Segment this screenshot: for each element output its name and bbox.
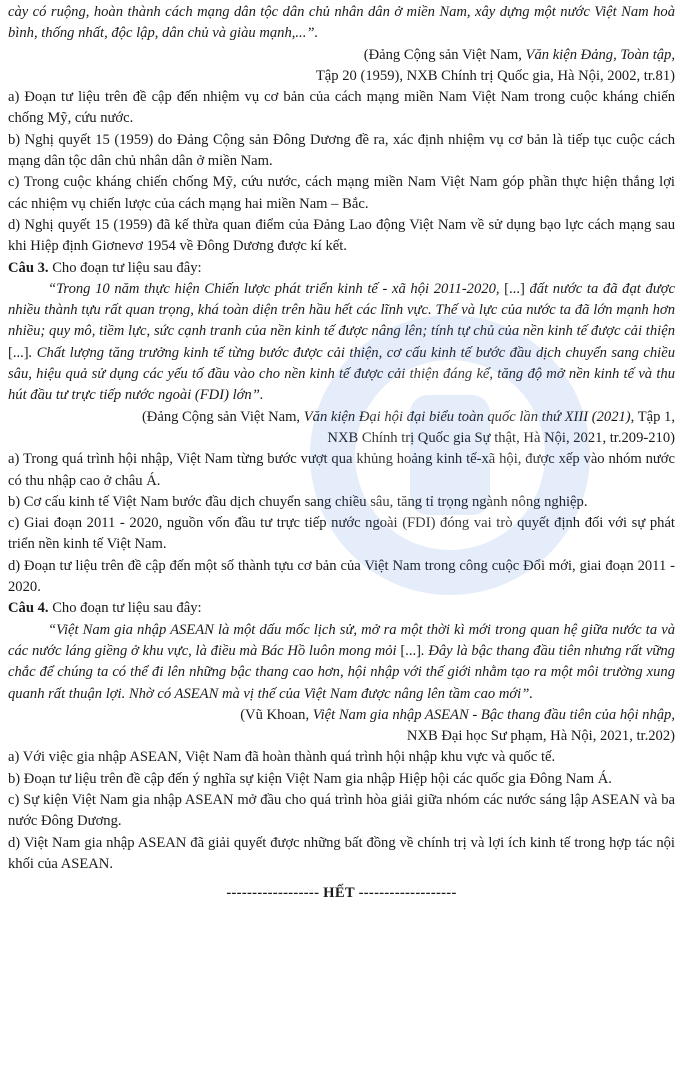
q4-source-prefix: (Vũ Khoan, bbox=[240, 706, 313, 723]
intro-source-prefix: (Đảng Cộng sản Việt Nam, bbox=[363, 46, 526, 63]
q4-quote bbox=[8, 620, 675, 705]
question-3 bbox=[8, 258, 675, 599]
q4-option-d: d) Việt Nam gia nhập ASEAN đã giải quyết được những bất đồng về chính trị và lợi ích kinh tế trong hợp tác nội khối của ASEAN. bbox=[8, 834, 675, 872]
q4-quote-part-c: . Đây là bậc thang đầu tiên nhưng rất vững chắc để chúng ta có thể đi lên những bậc thang cao hơn, hội nhập với thế giới nhằm tạo ra một môi trường xung quanh rất thuận lợi. Nhờ có ASEAN mà vị thế của Việt Nam được nâng lên tầm cao mới”. bbox=[8, 642, 675, 702]
q3-option-a: a) Trong quá trình hội nhập, Việt Nam từng bước vượt qua khủng hoảng kinh tế-xã hội, được xếp vào nhóm nước có thu nhập cao ở châu Á. bbox=[8, 451, 675, 489]
q4-option-a: a) Với việc gia nhập ASEAN, Việt Nam đã hoàn thành quá trình hội nhập khu vực và quốc tế. bbox=[8, 749, 556, 766]
q3-source-rest: NXB Chính trị Quốc gia Sự thật, Hà Nội, 2021, tr.209-210) bbox=[327, 429, 675, 446]
q3-quote-part-a: “Trong 10 năm thực hiện Chiến lược phát triển kinh tế - xã hội 2011-2020, bbox=[48, 280, 505, 297]
q3-quote-part-e: . Chất lượng tăng trưởng kinh tế từng bước được cải thiện, cơ cấu kinh tế bước đầu dịch chuyển sang chiều sâu, hiệu quả sử dụng các yếu tố đầu vào cho nền kinh tế được cải thiện đáng kể, tăng độ mở nền kinh tế và thu hút đầu tư trực tiếp nước ngoài (FDI) lớn”. bbox=[8, 344, 675, 404]
intro-source-title: Văn kiện Đảng, Toàn tập, bbox=[525, 46, 675, 63]
q3-quote-part-c: đất nước ta đã đạt được nhiều thành tựu rất quan trọng, khá toàn diện trên hầu hết các lĩnh vực. Thế và lực của nước ta đã lớn mạnh hơn nhiều; quy mô, tiềm lực, sức cạnh tranh của nền kinh tế được nâng lên; tính tự chủ của nền kinh tế được cải thiện bbox=[8, 280, 675, 340]
q4-prompt: Cho đoạn tư liệu sau đây: bbox=[48, 600, 202, 617]
intro-option-c: c) Trong cuộc kháng chiến chống Mỹ, cứu nước, cách mạng miền Nam Việt Nam góp phần thực hiện thắng lợi các nhiệm vụ chiến lược của cách mạng hai miền Nam – Bắc. bbox=[8, 174, 675, 212]
q3-source bbox=[8, 407, 675, 428]
intro-option-d: d) Nghị quyết 15 (1959) đã kế thừa quan điểm của Đảng Lao động Việt Nam về sử dụng bạo lực cách mạng sau khi Hiệp định Giơnevơ 1954 về Đông Dương được kí kết. bbox=[8, 216, 675, 255]
q4-option-c: c) Sự kiện Việt Nam gia nhập ASEAN mở đầu cho quá trình hòa giải giữa nhóm các nước sáng lập ASEAN và ba nước Đông Dương. bbox=[8, 791, 675, 830]
q4-option-b: b) Đoạn tư liệu trên đề cập đến ý nghĩa sự kiện Việt Nam gia nhập Hiệp hội các quốc gia Đông Nam Á. bbox=[8, 770, 612, 787]
q4-source-rest: NXB Đại học Sư phạm, Hà Nội, 2021, tr.202) bbox=[406, 728, 675, 745]
q3-option-c: c) Giai đoạn 2011 - 2020, nguồn vốn đầu tư trực tiếp nước ngoài (FDI) đóng vai trò quyết định đối với sự phát triển nền kinh tế Việt Nam. bbox=[8, 515, 675, 553]
q3-option-d: d) Đoạn tư liệu trên đề cập đến một số thành tựu cơ bản của Việt Nam trong công cuộc Đổi mới, giai đoạn 2011 - 2020. bbox=[8, 557, 675, 596]
q4-label: Câu 4. bbox=[8, 600, 49, 617]
intro-option-a: a) Đoạn tư liệu trên đề cập đến nhiệm vụ cơ bản của cách mạng miền Nam Việt Nam trong cuộc kháng chiến chống Mỹ, cứu nước. bbox=[8, 89, 675, 127]
q4-heading bbox=[8, 598, 675, 619]
q3-source-prefix: (Đảng Cộng sản Việt Nam, bbox=[141, 408, 304, 425]
q3-quote-ellipsis-2: [...] bbox=[8, 344, 29, 361]
question-4 bbox=[8, 598, 675, 875]
q3-label: Câu 3. bbox=[8, 259, 49, 276]
q4-quote-part-a: “Việt Nam gia nhập ASEAN là một dấu mốc lịch sử, mở ra một thời kì mới trong quan hệ giữa nước ta và các nước láng giềng ở khu vực, là điều mà Bác Hồ luôn mong mỏi bbox=[8, 621, 675, 659]
q4-source-title: Việt Nam gia nhập ASEAN - Bậc thang đầu tiên của hội nhập, bbox=[312, 706, 675, 723]
intro-option-b: b) Nghị quyết 15 (1959) do Đảng Cộng sản Đông Dương đề ra, xác định nhiệm vụ cơ bản là tiếp tục cuộc cách mạng dân tộc dân chủ nhân dân ở miền Nam. bbox=[8, 131, 675, 170]
q3-quote-ellipsis-1: [...] bbox=[504, 280, 525, 297]
q3-heading bbox=[8, 258, 675, 279]
intro-section bbox=[8, 0, 675, 258]
q4-quote-ellipsis: [...] bbox=[400, 642, 421, 659]
end-marker: ------------------ HẾT ------------------- bbox=[226, 885, 457, 902]
intro-quote-tail: cày có ruộng, hoàn thành cách mạng dân tộc dân chủ nhân dân ở miền Nam, xây dựng một nước Việt Nam hoà bình, thống nhất, độc lập, dân chủ và giàu mạnh,...”. bbox=[8, 4, 675, 42]
intro-source-rest: Tập 20 (1959), NXB Chính trị Quốc gia, Hà Nội, 2002, tr.81) bbox=[315, 67, 675, 84]
q3-source-title: Văn kiện Đại hội đại biểu toàn quốc lần thứ XIII (2021) bbox=[303, 408, 631, 425]
q3-prompt: Cho đoạn tư liệu sau đây: bbox=[48, 259, 202, 276]
q4-source bbox=[8, 705, 675, 726]
q3-source-mid: , Tập 1, bbox=[630, 408, 675, 425]
q3-quote bbox=[8, 279, 675, 407]
q3-option-b: b) Cơ cấu kinh tế Việt Nam bước đầu dịch chuyển sang chiều sâu, tăng tỉ trọng ngành nông nghiệp. bbox=[8, 493, 588, 510]
intro-source bbox=[8, 45, 675, 66]
